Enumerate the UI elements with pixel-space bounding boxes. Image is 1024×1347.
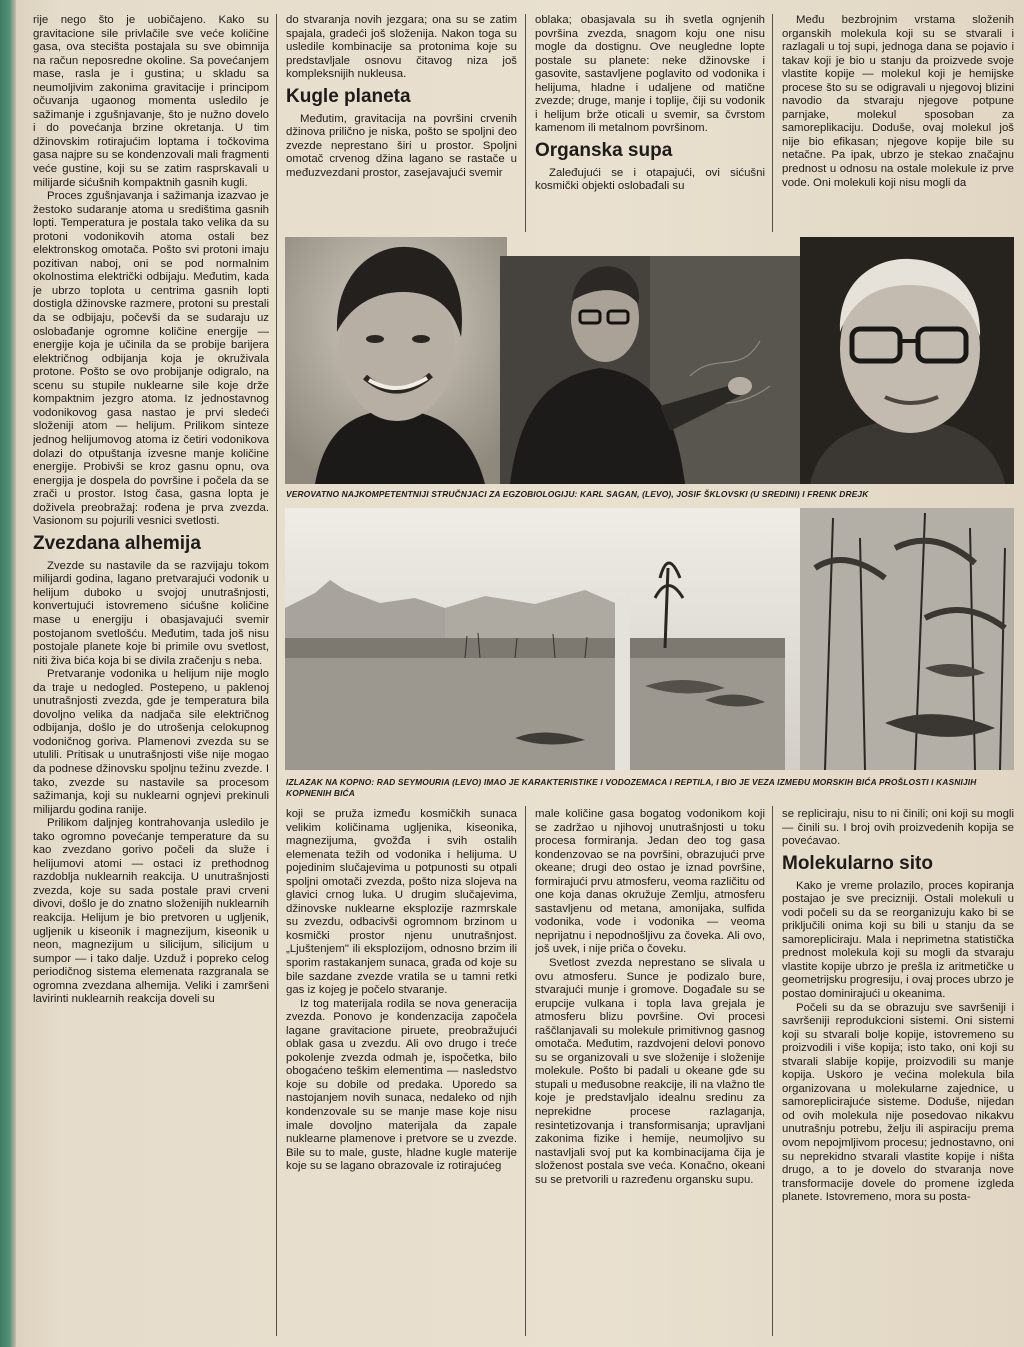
paragraph: se replicirаju, nisu to ni činili; oni koji su mogli — činili su. I broj ovih proizvedenih kopija se povećavao. (782, 808, 1014, 848)
paragraph: Počeli su da se obrazuju sve savršeniji i savršeniji reprodukcioni sistemi. Oni sistemi koji su stvarali bolje kopije, istovremeno su proizvodili i više kopija; isto tako, oni koji su stvarali slabije kopije, proizvodili su manje kopija. Uskoro je većina molekula bila organizovana u molekularne zajednice, u samoreplicirajuće sisteme. Doduše, nijedan od ovih molekula nije posedovao nikakvu unutrašnju potrebu, želju ili aspiraciju prema ovom nepojmljivom procesu; jednostavno, oni su neprekidno stvarali vlastite kopije i ništa drugo, a to je dovelo do stvaranja nove transformacije dovele do promene izgleda planete. Istovremeno, mora su posta- (782, 1001, 1014, 1204)
section-heading-molekularno-sito: Molekularno sito (782, 852, 933, 874)
paragraph: Zvezde su nastavile da se razvijaju tokom milijardi godina, lagano pretvarajući vodonik u helijum duboko u svojoj unutrašnjosti, konvertujući istovremeno sićušne količine mase u energiju i obasjavajući svemir postojanom svetlošću. Međutim, tada još nisu postojale planete koje bi primile ovu svetlost, niti živa bića koja bi se divila zračenju s neba. (33, 559, 269, 667)
photo-karl-sagan (285, 237, 507, 484)
article-column-5 (286, 808, 517, 1338)
article-column-7 (782, 808, 1014, 1338)
article-column-1 (33, 14, 269, 1339)
paragraph: Zaleđujući se i otapajući, ovi sićušni kosmički objekti oslobađali su (535, 166, 765, 193)
paragraph: Proces zgušnjavanja i sažimanja izazvao je žestoko sudaranje atoma u središtima gasnih lopti. Temperatura je postala tako velika da su protoni vodonikovih atoma ostali bez elektronskog omotača. Pošto svi protoni imaju pozitivan naboj, oni se pod normalnim okolnostima električki odbijaju. Međutim, kada je ubrzo toplota u centrima gasnih lopti dostigla džinovske razmere, protoni su prestali da se odbijaju, počevši da se sudaraju uz oslobađanje ogromne količine energije — energije koja je učinila da se probije barijera električnog odbijanja koja je okruživala protone. Pošto se ovo probijanje odigralo, na scenu su stupile nuklearne sile koje drže kompaktnim jezgro atoma. Iz jednostavnog vodonikovog gasa nastao je prvi sledeći složeniji atom — helijum. Prilikom sinteze jednog helijumovog atoma iz četiri vodonikova dolazi do otpuštanja izvesne manje količine energije. Probivši se kroz gasnu opnu, ova energija je dospela do površine i počela da se zrači u prostor. Istog časa, gasna lopta je doživela preobražaj: rođena je prva zvezda. Vasionom su pojurili vesnici svetlosti. (33, 190, 269, 528)
article-column-2 (286, 14, 517, 232)
column-rule (772, 806, 773, 1336)
paragraph: Prilikom daljnjeg kontrahovanja usledilo je tako ogromno povećanje temperature da su kao zvezdano gorivo počeli da služe i helijumovi atomi — ostaci iz prethodnog razdoblja nuklearnih reakcija. U unutrašnjosti zvezda, koje su sada postale pravi crveni divovi, došlo je do znatno složenijih nuklearnih reakcija. Helijum je bio pretvoren u ugljenik, ugljenik u kiseonik i magnezijum, kiseonik u neon, magnezijum u silicijum, silicijum u sumpor — i tako dalje. Uzduž i popreko celog periodičnog sistema elemenata razgranala se ogromna zvezdana alhemija. Veliki i zamršeni lavirinti nuklearnih reakcija doveli su (33, 817, 269, 1006)
paragraph: koji se pruža između kosmičkih sunaca velikim količinama ugljenika, kiseonika, magnezijuma, gvožđa i svih ostalih elemenata težih od vodonika i helijuma. U pojedinim slučajevima u potpunosti su otpali spoljni omotači zvezda, pošto niza slojeva na glavici crnog luka. U drugim slučajevima, džinovske nuklearne eksplozije razmrskale su zvezdu, odbacivši ogromnom brzinom u kosmički prostor njenu unutrašnjost. „Ljuštenjem" ili eksplozijom, odnosno brzim ili sporim rastakanjem sunaca, građa od koje su bile sazdane zvezde vratila se u tamni retki gas iz kojeg je počelo stvaranje. (286, 808, 517, 997)
paragraph: Svetlost zvezda neprestano se slivala u ovu atmosferu. Sunce je podizalo bure, stvarajući munje i gromove. Događale su se erupcije vulkana i topla lava grejala je atmosferu blizu površine. Ovi procesi raščlanjavali su molekule primitivnog gasnog omotača. Međutim, razdvojeni delovi ponovo su se organizovali u sve složenije i složenije molekule. Pošto bi padali u okeane gde su stupali u međusobne reakcije, ili na vlažno tle koje je predstavljalo idealnu sredinu za neprekidne procese razlaganja, resintetizovanja i transformisanja; upravljani zakonima fizike i hemije, neumoljivo su nastavljali svoj put ka kombinacijama čija je složenost postala sve veća. Konačno, okeani su se pretvorili u razređenu organsku supu. (535, 957, 765, 1186)
column-rule (276, 14, 277, 1336)
paragraph: Među bezbrojnim vrstama složenih organskih molekula koji su se stvarali i razlagali u toj supi, jednoga dana se pojavio i takav koji je bio u stanju da proizvede svoje vlastite kopije — molekul koji je hemijske procese što su se odigravali u njegovoj blizini navodio da stvaraju njegove potpune parnjake, molekul sposoban za samoreplikaciju. Doduše, ovaj molekul još nije bio efikasan; njegove kopije bile su netačne. Pa ipak, ubrzo je stekao značajnu prednost u odnosu na ostale molekule iz prve vode. Oni molekuli koji nisu mogli da (782, 14, 1014, 189)
photo-josif-sklovski (500, 256, 800, 484)
column-rule (525, 14, 526, 232)
binding-edge (0, 0, 16, 1347)
paragraph: Međutim, gravitacija na površini crvenih džinova prilično je niska, pošto se spoljni deo zvezde neprestano širi u prostor. Spoljni omotač crvenog džina lagano se rastače u međuzvezdani prostor, zasejavajući svemir (286, 112, 517, 179)
article-column-6 (535, 808, 765, 1338)
section-heading-organska-supa: Organska supa (535, 139, 673, 161)
paragraph: Kako je vreme prolazilo, proces kopiranja postajao je sve precizniji. Ostali molekuli u vodi počeli su da se reorganizuju kako bi se priključili onima koji su bili u stanju da se samoreplicirаju. Mala i neprimetna statistička prednost molekula koji su mogli da stvaraju vlastite kopije ubrzo je prešla iz aritmetičke u geometrijsku progresiju, i ovaj proces ubrzo je postao dominirajući u okeanima. (782, 879, 1014, 1001)
column-rule (772, 14, 773, 232)
column-rule (525, 806, 526, 1336)
photo-caption-scientists: VEROVATNO NAJKOMPETENTNIJI STRUČNJACI ZA EGZOBIOLOGIJU: KARL SAGAN, (LEVO), JOSIF ŠKLOVSKI (U SREDINI) I FRENK DREJK (286, 489, 869, 499)
paragraph: oblaka; obasjavala su ih svetla ognjenih površina zvezda, snagom koju one nisu mogle da dostignu. Ove neugledne lopte postale su planete: neke džinovske i gasovite, sastavljene poglavito od vodonika i helijuma, hladne i udaljene od matične zvezde; druge, manje i toplije, čiji su vodonik i helijum brže oticali u svemir, sa čvrstom kamenom ili metalnom površinom. (535, 14, 765, 135)
photo-frenk-drejk (800, 237, 1014, 484)
paragraph: rije nego što je uobičajeno. Kako su gravitacione sile privlačile sve veće količine gasa, ova stecišta postajala su sve obimnija na račun neposredne okoline. Sa povećanjem mase, rasla je i gustina; u skladu sa neumoljivim zakonima gravitacije i principom očuvanja ugaonog momenta usledilo je sažimanje i zgušnjavanje, što je nužno dovelo i do povećanja brzine okretanja. U tim džinovskim rotirajućim loptama i točkovima gasa najpre su se kondenzovali mali fragmenti veće gustine, koji su se zatim rasprskavali u milijarde sićušnih kompaktnih gasnih kugli. (33, 14, 269, 189)
paragraph: Iz tog materijala rodila se nova generacija zvezda. Ponovo je kondenzacija započela lagane gravitacione piruete, preobražujući oblak gasa u zvezdu. Ali ovo drugo i treće pokolenje zvezda odmah je, ispočetka, bilo obogaćeno teškim elementima — nasledstvo koje su dobile od predaka. Uporedo sa nastojanjem novih sunaca, nedaleko od njih kondenzovale su se manje mase koje nisu imale dovoljno materijala da zapale nuklearne plamenove i pretvore se u zvezde. Bile su to male, guste, hladne kugle materije koje su se lagano obrazovale iz rotirajućeg (286, 997, 517, 1173)
paragraph: male količine gasa bogatog vodonikom koji se zadržao u njihovoj unutrašnjosti u toku procesa formiranja. Jedan deo tog gasa kondenzovao se na površini, obrazujući prve okeane; drugi deo ostao je iznad površine, formirajući prvu atmosferu, veoma različitu od one koja danas okružuje Zemlju, atmosferu sastavljenu od metana, amonijaka, sulfida vodonika, vode i vodonika — veoma neprijatnu i nepodnošljivu za čoveka. Ali ovo, još uvek, i nije priča o čoveku. (535, 808, 765, 956)
paragraph: do stvaranja novih jezgara; ona su se zatim spajala, gradeći još složenija. Nakon toga su usledile kombinacije sa protonima koje su predstavljale osnovu čitavog niza još kompleksnijih nukleusa. (286, 14, 517, 81)
article-column-4 (782, 14, 1014, 232)
section-heading-kugle-planeta: Kugle planeta (286, 85, 411, 107)
article-column-3 (535, 14, 765, 232)
illustration-evolution-to-land (285, 508, 1014, 770)
paragraph: Pretvaranje vodonika u helijum nije moglo da traje u nedogled. Postepeno, u paklenoj unutrašnjosti zvezda, gde je temperatura bila dovoljno velika da nadjača sile električnog odbijanja, došlo je do utrošenja celokupnog vodoničnog goriva. Plamenovi zvezda su se utulili. Pritisak u unutrašnjosti više nije mogao da podnese džinovsku spoljnu težinu zvezde. I tako, zvezde su nastavile sa procesom sažimanja, koji su nuklearni ognjevi prekinuli milijardu godina ranije. (33, 668, 269, 816)
illustration-caption-evolution: IZLAZAK NA KOPNO: RAD SEYMOURIA (LEVO) IMAO JE KARAKTERISTIKE I VODOZEMACA I REPTILA, I BIO JE VEZA IZMEĐU MORSKIH BIĆA PROŠLOSTI I KASNIJIH KOPNENIH BIĆA (286, 777, 977, 798)
section-heading-zvezdana-alhemija: Zvezdana alhemija (33, 532, 201, 554)
